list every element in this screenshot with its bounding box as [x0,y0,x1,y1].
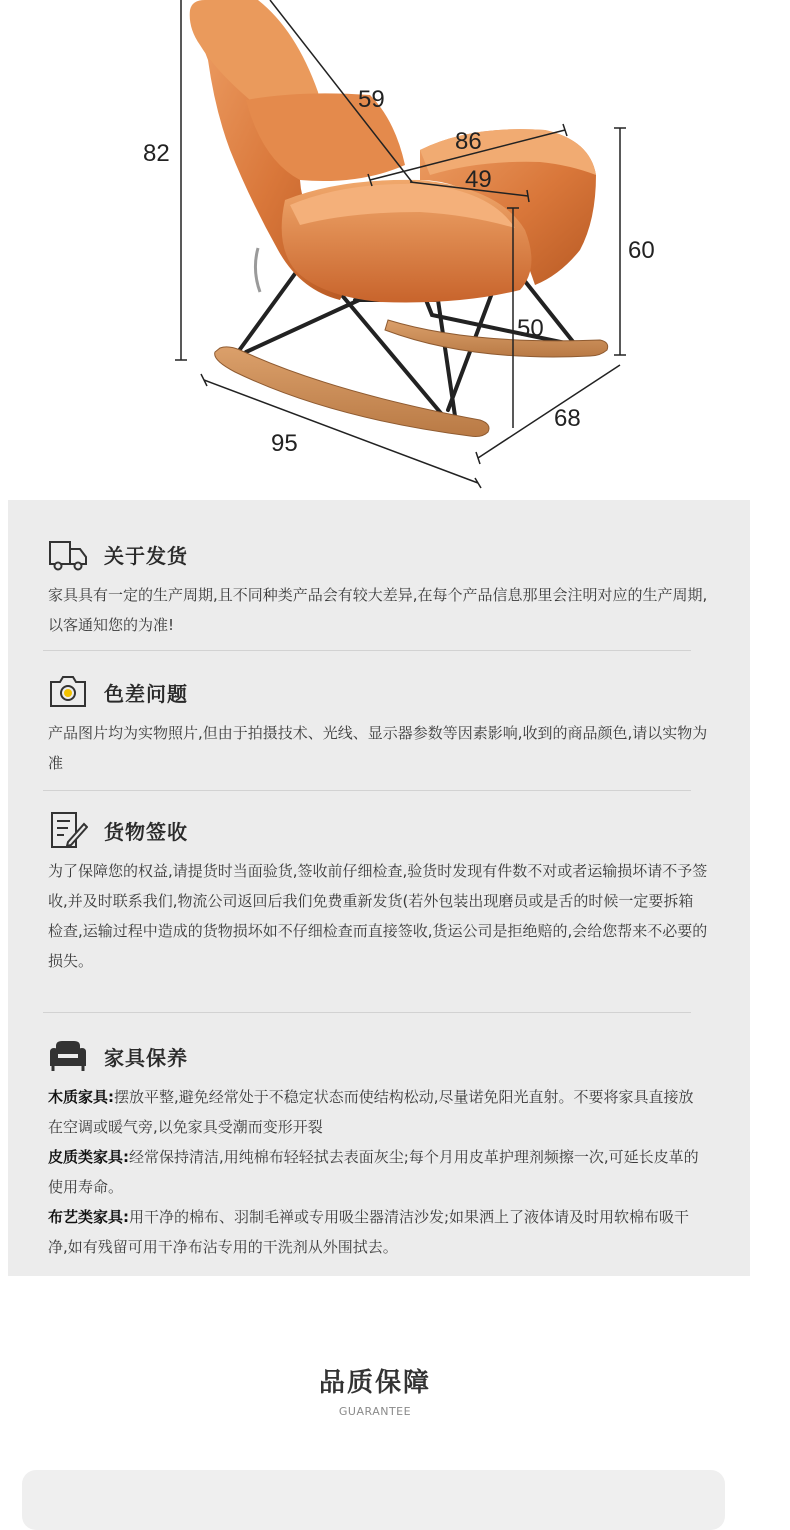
care-instructions [48,1082,708,1262]
guarantee-card [22,1470,725,1530]
care-item-label: 皮质类家具: [48,1148,129,1166]
sofa-icon [48,1036,88,1076]
section-header [48,534,708,574]
dimension-seat-diagonal: 59 [358,86,385,113]
section-header [48,1036,708,1076]
care-item-label: 木质家具: [48,1088,114,1106]
notice-panel [8,500,750,1276]
guarantee-subtitle: GUARANTEE [338,1405,412,1418]
section-receipt [48,810,708,976]
dimension-seat-height: 50 [517,315,544,342]
dimension-seat-width: 49 [465,166,492,193]
care-item-label: 布艺类家具: [48,1208,129,1226]
care-item-leather [48,1142,708,1202]
dimension-depth: 68 [554,405,581,432]
dimension-arm-height: 60 [628,237,655,264]
care-item-text: 用干净的棉布、羽制毛禅或专用吸尘器清洁沙发;如果洒上了液体请及时用软棉布吸干净,如有残留可用干净布沾专用的干洗剂从外围拭去。 [48,1208,690,1256]
section-text: 为了保障您的权益,请提货时当面验货,签收前仔细检查,验货时发现有件数不对或者运输损坏请不予签收,并及时联系我们,物流公司返回后我们免费重新发货(若外包装出现磨员或是舌的时候一定要拆箱检查,运输过程中造成的货物损坏如不仔细检查而直接签收,货运公司是拒绝赔的,会给您帮来不必要的损失。 [48,862,708,970]
product-dimension-figure [0,0,790,500]
section-title: 货物签收 [104,820,188,844]
section-shipping [48,534,708,640]
section-title: 色差问题 [104,682,188,706]
care-item-wood [48,1082,708,1142]
care-item-text: 摆放平整,避免经常处于不稳定状态而使结构松动,尽量诺免阳光直射。不要将家具直接放在空调或暖气旁,以免家具受潮而变形开裂 [48,1088,694,1136]
care-item-fabric [48,1202,708,1262]
truck-icon [48,534,88,574]
section-color-difference [48,672,708,778]
camera-icon [48,672,88,712]
section-text: 家具具有一定的生产周期,且不同种类产品会有较大差异,在每个产品信息那里会注明对应的生产周期,以客通知您的为准! [48,586,708,634]
section-furniture-care [48,1036,708,1262]
dimension-width-arms: 86 [455,128,482,155]
care-item-text: 经常保持清洁,用纯棉布轻轻拭去表面灰尘;每个月用皮革护理剂频擦一次,可延长皮革的使用寿命。 [48,1148,699,1196]
section-text: 产品图片均为实物照片,但由于拍摄技术、光线、显示器参数等因素影响,收到的商品颜色,请以实物为准 [48,724,708,772]
section-title: 关于发货 [104,544,188,568]
dimension-length: 95 [271,430,298,457]
rocking-chair-illustration [0,0,790,500]
chair-body [190,0,596,303]
section-divider [43,790,691,791]
section-header [48,672,708,712]
section-header [48,810,708,850]
section-divider [43,1012,691,1013]
section-divider [43,650,691,651]
guarantee-title: 品质保障 [318,1368,431,1398]
section-title: 家具保养 [104,1046,188,1070]
sign-document-icon [48,810,88,850]
dimension-height-total: 82 [143,140,170,167]
